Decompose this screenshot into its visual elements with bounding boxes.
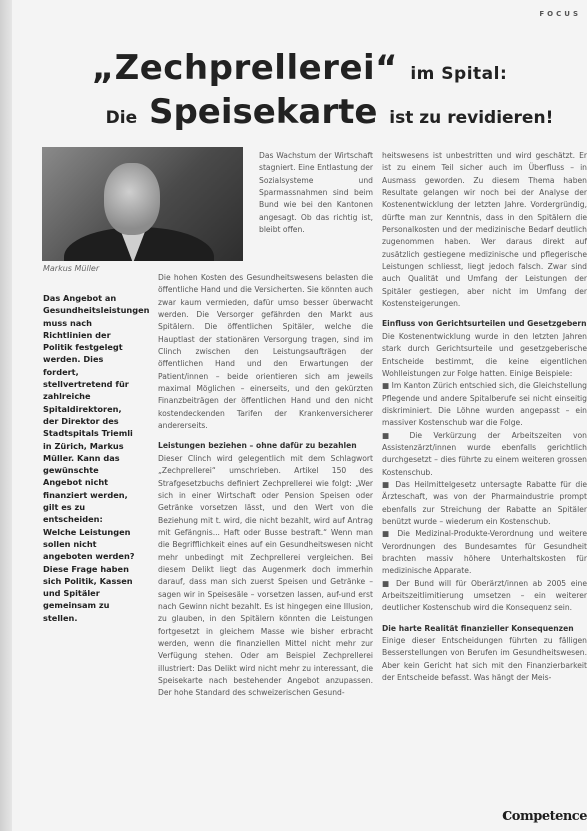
column-1-body (158, 272, 373, 700)
headline-line-2 (72, 94, 587, 136)
intro-paragraph: Das Wachstum der Wirtschaft stagniert. Eine Entlastung der Sozialsysteme und Sparmassnahmen sind beim Bund wie bei den Kantonen angesagt. Ob das richtig ist, bleibt offen. (259, 151, 373, 235)
headline-prefix: Die (105, 108, 138, 128)
headline-suffix: im Spital: (410, 64, 508, 84)
subheading: Einfluss von Gerichtsurteilen und Gesetzgebern (382, 319, 587, 329)
magazine-page (12, 0, 587, 831)
bullet-item: ■ Das Heilmittelgesetz untersagte Rabatte für die Ärzteschaft, was von der Pharmaindustrie prompt ebenfalls zur Streichung der Rabatte an Spitäler benützt wurde – wiederum ein Kostenschub. (382, 479, 587, 526)
portrait-face (104, 163, 160, 235)
magazine-logo (502, 805, 587, 825)
body-paragraph: Die Kostenentwicklung wurde in den letzten Jahren stark durch Gerichtsurteile und gesetzgeberische Entscheide bestimmt, die keine eigentlichen Wohlleistungen zur Folge hatten. Einige Beispiele: (382, 331, 587, 378)
headline-line-1 (12, 48, 587, 94)
lede-paragraph: Das Angebot an Gesundheitsleistungen muss nach Richtlinien der Politik festgelegt werden. Dies fordert, stellvertretend für zahlreiche Spitaldirektoren, der Direktor des Stadtspitals Triemli in Zürich, Markus Müller. Kann das gewünschte Angebot nicht finanziert werden, gilt es zu entscheiden: Welche Leistungen sollen nicht angeboten werden? Diese Frage haben sich Politik, Kassen und Spitäler gemeinsam zu stellen. (43, 293, 150, 623)
column-2 (382, 150, 587, 684)
logo-rest: ompetence (511, 809, 587, 824)
headline-tail: ist zu revidieren! (389, 108, 554, 128)
headline-keyword: Speisekarte (148, 92, 378, 132)
headline (12, 48, 587, 136)
body-paragraph: Die hohen Kosten des Gesundheitswesens belasten die öffentliche Hand und die Versicherten. Sie könnten auch zwar kaum vermieden, dafür umso besser überwacht werden. Die Versorger gefährden den Markt aus Spitälern. Die öffentlichen Spitäler, welche die Hauptlast der stationären Versorgung tragen, sind im Clinch zwischen den Leistungsaufträgen der öffentlichen Hand und den Erwartungen der Patient/innen – beide orientieren sich am jeweils maximal Möglichen – einerseits, und den gekürzten Finanzbeiträgen der öffentlichen Hand und den nicht kostendeckenden Tarifen der Krankenversicherer andererseits. (158, 273, 373, 431)
photo-caption: Markus Müller (43, 264, 100, 273)
body-paragraph: heitswesens ist unbestritten und wird geschätzt. Er ist zu einem Teil sicher auch im Überfluss – in Ausmass geworden. Zu diesem Thema haben Resultate gelangen wir noch bei der Analyse der Kostenentwicklung der letzten Jahre. Vordergründig, dürfte man zur Kenntnis, dass in den Spitälern die Personalkosten und der medizinische Bedarf deutlich zugenommen haben. Wer daraus direkt auf zusätzlich gestiegene medizinische und pflegerische Leistungen schliesst, liegt jedoch falsch. Zwar sind auch Qualität und Umfang der Leistungen der Spitäler gestiegen, aber nicht im Umfang der Kostensteigerungen. (382, 151, 587, 309)
subheading: Leistungen beziehen – ohne dafür zu bezahlen (158, 441, 357, 451)
headline-main: „Zechprellerei“ (91, 48, 398, 88)
body-paragraph: Einige dieser Entscheidungen führten zu fälligen Besserstellungen von Berufen im Gesundheitswesen. Aber kein Gericht hat sich mit den Finanzierbarkeit der Entscheide befasst. Was hängt der Meis- (382, 636, 587, 683)
logo-letter: c (501, 805, 512, 825)
bullet-item: ■ Die Verkürzung der Arbeitszeiten von Assistenzärzt/innen wurde ebenfalls gerichtlich durchgesetzt – dies führte zu einem weiteren grossen Kostenschub. (382, 430, 587, 477)
column-1-intro (259, 150, 373, 236)
body-paragraph: Dieser Clinch wird gelegentlich mit dem Schlagwort „Zechprellerei“ umschrieben. Artikel 150 des Strafgesetzbuchs definiert Zechprellerei wie folgt: „Wer sich in einer Wirtschaft oder Pension Speisen oder Getränke vorsetzen lässt, und den Wert von die Beziehung mit t. wird, die nicht bezahlt, wird auf Antrag mit Gefängnis... Haft oder Busse bestraft.“ Wenn man die Begrifflichkeit eines auf ein Gesundheitswesen nicht mehr unbedingt mit Zechprellerei vergleichen. Bei diesem Delikt liegt das Augenmerk doch immerhin darauf, dass man sich zuerst Speisen und Getränke – sagen wir in Speisesäle – vorsetzen lassen, auf-und erst nach Gewinn nicht bezahlt. Es ist hingegen eine Illusion, zu glauben, in den Spitälern könnten die Leistungen fortgesetzt in gleichem Masse wie bisher erbracht werden, wenn die finanziellen Mittel nicht mehr zur Verfügung stehen. Oder am Beispiel Zechprellerei illustriert: Das Delikt wird nicht mehr zu interessant, die Speisekarte nach bestehender Angebot anzupassen. Der hohe Standard des schweizerischen Gesund- (158, 453, 373, 698)
bullet-item: ■ Der Bund will für Oberärzt/innen ab 2005 eine Arbeitszeitlimitierung umsetzen – ein weiterer deutlicher Kostenschub wird die Konsequenz sein. (382, 578, 587, 613)
section-label: FOCUS (539, 10, 581, 18)
page-spine (0, 0, 12, 831)
subheading: Die harte Realität finanzieller Konsequenzen (382, 623, 574, 633)
bullet-item: ■ Im Kanton Zürich entschied sich, die Gleichstellung Pflegende und andere Spitalberufe sei nicht einseitig diskriminiert. Die Löhne wurden angepasst – ein massiver Kostenschub war die Folge. (382, 381, 587, 428)
bullet-item: ■ Die Medizinal-Produkte-Verordnung und weitere Verordnungen des Bundesamtes für Gesundheit brachten massiv höhere Unterhaltskosten für medizinische Apparate. (382, 529, 587, 576)
portrait-photo (42, 147, 243, 261)
